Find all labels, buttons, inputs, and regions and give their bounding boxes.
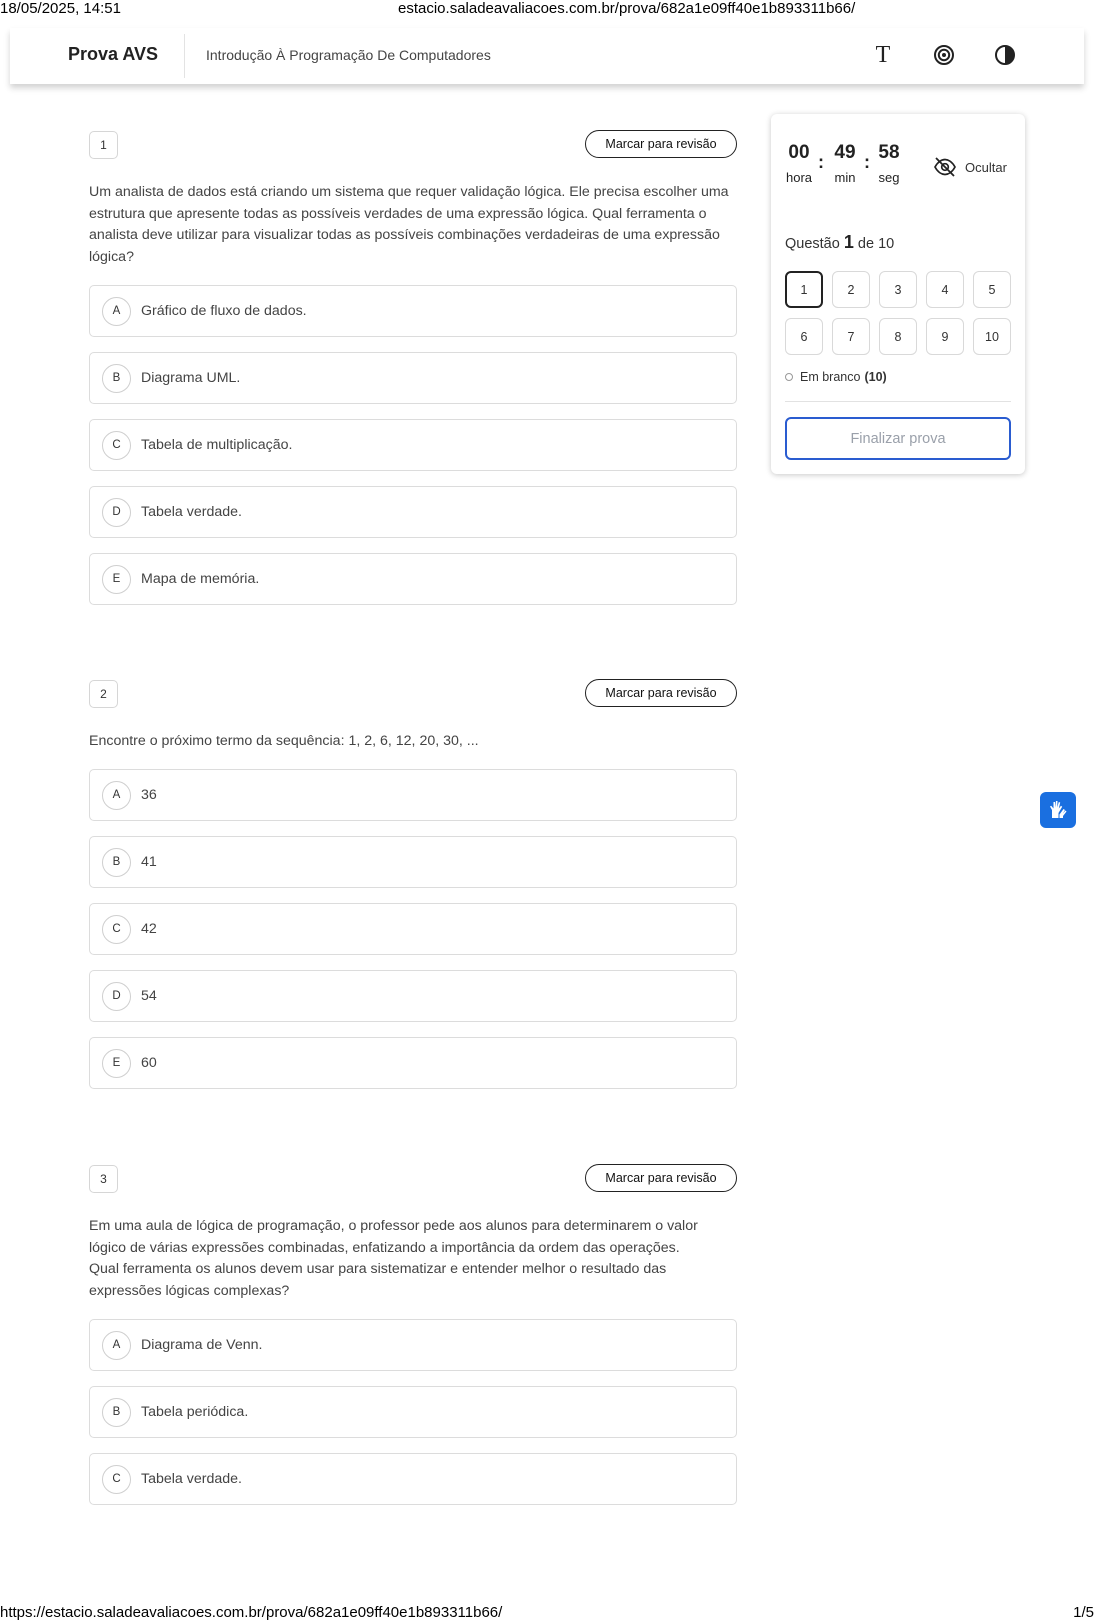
mark-review-button[interactable]: Marcar para revisão <box>585 1164 737 1192</box>
option-text: Tabela periódica. <box>141 1403 249 1420</box>
contrast-icon <box>994 44 1016 66</box>
option-letter: B <box>102 364 131 393</box>
question-nav-button[interactable]: 7 <box>832 318 870 355</box>
header-divider <box>184 34 185 78</box>
option-letter: D <box>102 982 131 1011</box>
question-nav-button[interactable]: 4 <box>926 271 964 308</box>
option-letter: E <box>102 1049 131 1078</box>
timer-separator: : <box>864 152 870 172</box>
blank-count: (10) <box>864 370 887 384</box>
question-text-line: Em uma aula de lógica de programação, o professor pede aos alunos para determinarem o valor lógico de várias expressões combinadas, enfatizando a importância da ordem das operações. <box>89 1218 698 1256</box>
options-list <box>89 1319 737 1505</box>
mark-review-button[interactable]: Marcar para revisão <box>585 679 737 707</box>
timer-separator: : <box>818 152 824 172</box>
option-letter: C <box>102 431 131 460</box>
question-text-line: Qual ferramenta os alunos devem usar para sistematizar e entender melhor o resultado das expressões lógicas complexas? <box>89 1261 667 1300</box>
brand-title: Prova AVS <box>68 44 159 64</box>
option-c[interactable] <box>89 1453 737 1505</box>
question-nav-button[interactable]: 9 <box>926 318 964 355</box>
option-a[interactable] <box>89 1319 737 1371</box>
option-text: 60 <box>141 1054 157 1071</box>
option-letter: B <box>102 1398 131 1427</box>
timer-minutes-value: 49 <box>834 142 856 163</box>
top-bar <box>10 28 1084 84</box>
sign-language-icon <box>1046 798 1070 822</box>
question-nav-button[interactable]: 5 <box>973 271 1011 308</box>
print-page-number: 1/5 <box>1073 1604 1094 1621</box>
option-letter: A <box>102 297 131 326</box>
option-text: 41 <box>141 853 157 870</box>
option-letter: C <box>102 1465 131 1494</box>
question-text: Um analista de dados está criando um sistema que requer validação lógica. Ele precisa escolher uma estrutura que apresente todas as possíveis verdades de uma expressão lógica. Qual ferramenta o analista deve utilizar para visualizar todas as possíveis combinações verdadeiras de uma expressão lógica? <box>89 184 729 266</box>
question-nav-button[interactable]: 2 <box>832 271 870 308</box>
options-list <box>89 769 737 1089</box>
question-number: 2 <box>89 680 118 708</box>
panel-divider <box>785 401 1011 402</box>
question-text <box>89 1216 737 1303</box>
timer-seconds-value: 58 <box>878 142 900 163</box>
option-text: Mapa de memória. <box>141 570 260 587</box>
timer-seconds <box>875 142 903 185</box>
option-text: Diagrama de Venn. <box>141 1336 263 1353</box>
timer-hours-value: 00 <box>788 142 810 163</box>
option-letter: D <box>102 498 131 527</box>
option-letter: A <box>102 1331 131 1360</box>
question-2 <box>89 679 737 1104</box>
option-text: Tabela verdade. <box>141 1470 242 1487</box>
option-letter: E <box>102 565 131 594</box>
option-letter: A <box>102 781 131 810</box>
mark-review-button[interactable]: Marcar para revisão <box>585 130 737 158</box>
contrast-button[interactable] <box>990 40 1020 70</box>
question-number: 1 <box>89 131 118 159</box>
hide-timer-button[interactable] <box>933 154 1007 180</box>
option-b[interactable] <box>89 352 737 404</box>
blank-status-icon <box>785 373 793 381</box>
finish-exam-button[interactable]: Finalizar prova <box>785 417 1011 460</box>
option-text: 36 <box>141 786 157 803</box>
option-b[interactable] <box>89 836 737 888</box>
question-nav-button[interactable]: 10 <box>973 318 1011 355</box>
option-text: Tabela verdade. <box>141 503 242 520</box>
font-size-icon: T <box>875 41 891 68</box>
option-d[interactable] <box>89 486 737 538</box>
timer-minutes-label: min <box>834 170 856 185</box>
question-nav-button[interactable]: 6 <box>785 318 823 355</box>
option-text: 54 <box>141 987 157 1004</box>
option-a[interactable] <box>89 285 737 337</box>
font-size-button[interactable] <box>868 40 898 70</box>
print-header-url: estacio.saladeavaliacoes.com.br/prova/682a1e09ff40e1b893311b66/ <box>398 0 856 17</box>
question-3 <box>89 1164 737 1520</box>
print-header <box>0 0 1094 18</box>
option-b[interactable] <box>89 1386 737 1438</box>
sign-language-button[interactable] <box>1040 792 1076 828</box>
option-letter: B <box>102 848 131 877</box>
current-question-number: 1 <box>843 232 854 252</box>
option-text: 42 <box>141 920 157 937</box>
option-text: Diagrama UML. <box>141 369 241 386</box>
exam-status-panel <box>771 114 1025 474</box>
blank-legend <box>785 370 887 384</box>
print-footer <box>0 1603 1094 1623</box>
question-1 <box>89 130 737 620</box>
question-indicator-suffix: de 10 <box>857 236 895 252</box>
option-c[interactable] <box>89 419 737 471</box>
question-text: Encontre o próximo termo da sequência: 1, 2, 6, 12, 20, 30, ... <box>89 733 479 749</box>
hide-timer-label: Ocultar <box>965 159 1007 175</box>
option-d[interactable] <box>89 970 737 1022</box>
print-datetime: 18/05/2025, 14:51 <box>0 0 121 17</box>
course-title: Introdução À Programação De Computadores <box>206 47 491 63</box>
focus-mode-button[interactable] <box>929 40 959 70</box>
countdown-timer <box>785 142 915 190</box>
timer-minutes <box>831 142 859 185</box>
timer-hours <box>785 142 813 185</box>
option-text: Tabela de multiplicação. <box>141 436 293 453</box>
question-nav-button[interactable]: 3 <box>879 271 917 308</box>
option-text: Gráfico de fluxo de dados. <box>141 302 307 319</box>
question-indicator <box>785 232 894 253</box>
question-indicator-prefix: Questão <box>785 236 840 252</box>
option-a[interactable] <box>89 769 737 821</box>
question-number: 3 <box>89 1165 118 1193</box>
eye-off-icon <box>933 157 957 177</box>
option-e[interactable] <box>89 1037 737 1089</box>
question-nav-button[interactable]: 1 <box>785 271 823 308</box>
target-icon <box>933 44 955 66</box>
options-list <box>89 285 737 605</box>
option-letter: C <box>102 915 131 944</box>
question-nav-button[interactable]: 8 <box>879 318 917 355</box>
option-e[interactable] <box>89 553 737 605</box>
timer-seconds-label: seg <box>878 170 900 185</box>
option-c[interactable] <box>89 903 737 955</box>
timer-hours-label: hora <box>785 170 813 185</box>
print-footer-url: https://estacio.saladeavaliacoes.com.br/prova/682a1e09ff40e1b893311b66/ <box>0 1604 503 1621</box>
blank-label: Em branco <box>800 370 861 384</box>
